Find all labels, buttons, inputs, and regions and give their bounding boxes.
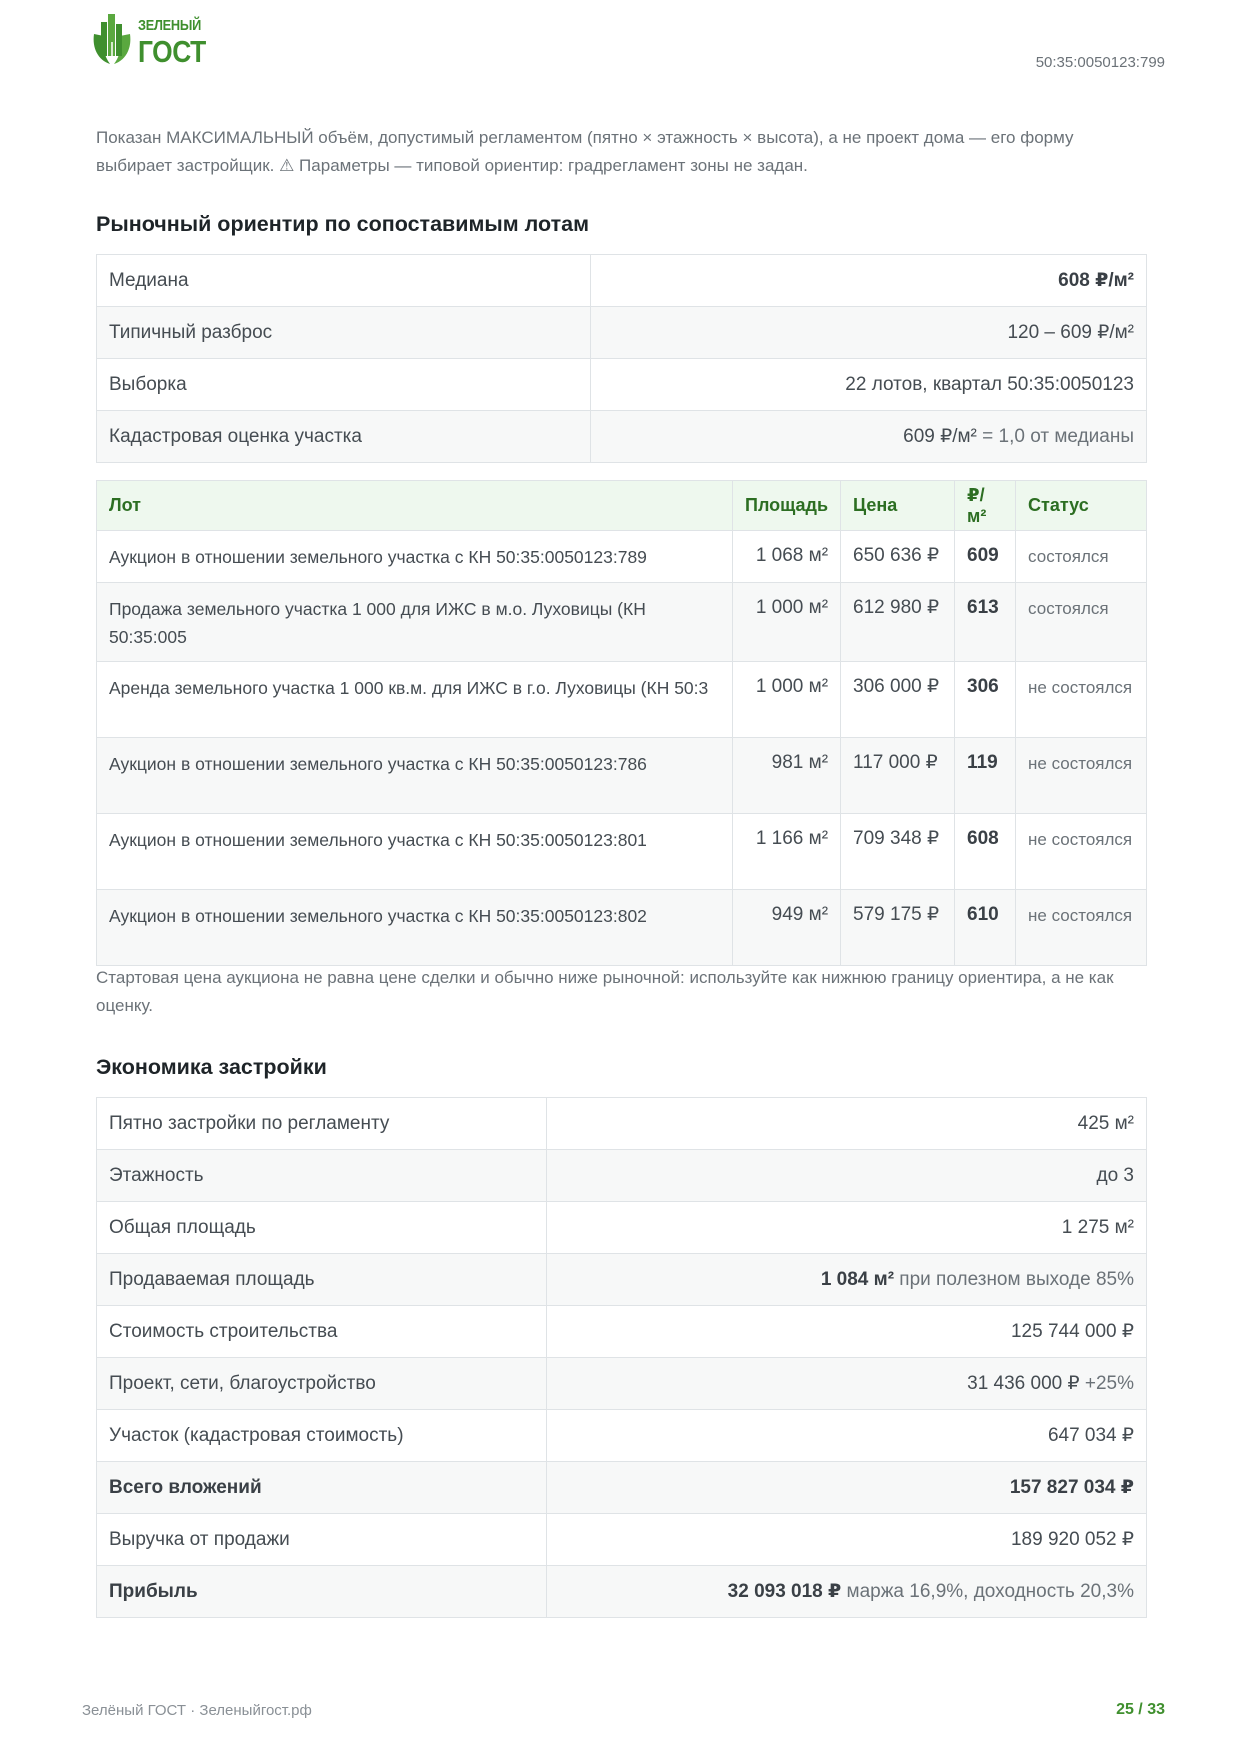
lot-area: 1 000 м² [733, 662, 841, 738]
row-label: Продаваемая площадь [97, 1254, 547, 1306]
row-value: 647 034 ₽ [547, 1410, 1147, 1462]
row-label: Пятно застройки по регламенту [97, 1098, 547, 1150]
row-value: 608 ₽/м² [591, 255, 1147, 307]
column-header-status: Статус [1016, 481, 1147, 531]
economics-section-title: Экономика застройки [96, 1055, 327, 1079]
row-label: Стоимость строительства [97, 1306, 547, 1358]
row-value: 189 920 052 ₽ [547, 1514, 1147, 1566]
table-row [97, 1254, 1147, 1306]
table-row [97, 1098, 1147, 1150]
lot-price-per-m2: 608 [955, 814, 1016, 890]
table-row [97, 1410, 1147, 1462]
intro-note: Показан МАКСИМАЛЬНЫЙ объём, допустимый регламентом (пятно × этажность × высота), а не проект дома — его форму выбирает застройщик. ⚠ Параметры — типовой ориентир: градрегламент зоны не задан. [96, 128, 1074, 175]
row-value: до 3 [547, 1150, 1147, 1202]
column-header-price: Цена [841, 481, 955, 531]
table-header-row [97, 481, 1147, 531]
page-number: 25 / 33 [1116, 1701, 1165, 1718]
lot-area: 981 м² [733, 738, 841, 814]
lot-price-per-m2: 306 [955, 662, 1016, 738]
lot-price: 650 636 ₽ [841, 531, 955, 583]
column-header-area: Площадь [733, 481, 841, 531]
row-label: Выручка от продажи [97, 1514, 547, 1566]
row-value: 425 м² [547, 1098, 1147, 1150]
lots-table [96, 480, 1147, 966]
logo-wordmark: ЗЕЛЕНЫЙ ГОСТ [138, 17, 206, 69]
brand-logo [90, 12, 205, 68]
economics-table [96, 1097, 1147, 1618]
auction-note: Стартовая цена аукциона не равна цене сделки и обычно ниже рыночной: используйте как нижнюю границу ориентира, а не как оценку. [96, 968, 1114, 1015]
lot-area: 1 166 м² [733, 814, 841, 890]
market-table [96, 254, 1147, 463]
lot-area: 1 000 м² [733, 583, 841, 662]
cadastral-number: 50:35:0050123:799 [1035, 54, 1165, 71]
table-row [97, 255, 1147, 307]
row-label: Прибыль [97, 1566, 547, 1618]
table-row [97, 738, 1147, 814]
lot-status: не состоялся [1016, 814, 1147, 890]
lot-price: 579 175 ₽ [841, 890, 955, 966]
row-label: Всего вложений [97, 1462, 547, 1514]
table-row [97, 359, 1147, 411]
lot-price-per-m2: 609 [955, 531, 1016, 583]
table-row [97, 890, 1147, 966]
row-label: Этажность [97, 1150, 547, 1202]
row-value: 1 275 м² [547, 1202, 1147, 1254]
row-value: 1 084 м² при полезном выходе 85% [547, 1254, 1147, 1306]
row-label: Участок (кадастровая стоимость) [97, 1410, 547, 1462]
lot-price: 612 980 ₽ [841, 583, 955, 662]
table-row [97, 1566, 1147, 1618]
lot-status: не состоялся [1016, 890, 1147, 966]
lot-price: 306 000 ₽ [841, 662, 955, 738]
lot-name: Аукцион в отношении земельного участка с КН 50:35:0050123:801 [97, 814, 733, 890]
lot-status: состоялся [1016, 531, 1147, 583]
table-row [97, 662, 1147, 738]
row-value: 120 – 609 ₽/м² [591, 307, 1147, 359]
table-row [97, 411, 1147, 463]
footer-brand: Зелёный ГОСТ · Зеленыйгост.рф [82, 1702, 312, 1719]
market-section-title: Рыночный ориентир по сопоставимым лотам [96, 212, 589, 236]
table-row [97, 1202, 1147, 1254]
row-value: 125 744 000 ₽ [547, 1306, 1147, 1358]
row-label: Проект, сети, благоустройство [97, 1358, 547, 1410]
lot-area: 949 м² [733, 890, 841, 966]
lot-name: Аукцион в отношении земельного участка с КН 50:35:0050123:786 [97, 738, 733, 814]
table-row [97, 307, 1147, 359]
lot-name: Аренда земельного участка 1 000 кв.м. для ИЖС в г.о. Луховицы (КН 50:3 [97, 662, 733, 738]
lot-price-per-m2: 613 [955, 583, 1016, 662]
row-value: 22 лотов, квартал 50:35:0050123 [591, 359, 1147, 411]
lot-price: 709 348 ₽ [841, 814, 955, 890]
row-label: Общая площадь [97, 1202, 547, 1254]
building-leaf-icon [90, 12, 134, 68]
table-row [97, 1358, 1147, 1410]
lot-name: Продажа земельного участка 1 000 для ИЖС в м.о. Луховицы (КН 50:35:005 [97, 583, 733, 662]
lot-name: Аукцион в отношении земельного участка с КН 50:35:0050123:789 [97, 531, 733, 583]
table-row [97, 1150, 1147, 1202]
lot-area: 1 068 м² [733, 531, 841, 583]
row-value: 609 ₽/м² = 1,0 от медианы [591, 411, 1147, 463]
lot-price-per-m2: 119 [955, 738, 1016, 814]
table-row [97, 1514, 1147, 1566]
lot-price: 117 000 ₽ [841, 738, 955, 814]
row-value: 32 093 018 ₽ маржа 16,9%, доходность 20,3% [547, 1566, 1147, 1618]
row-value: 31 436 000 ₽ +25% [547, 1358, 1147, 1410]
lot-price-per-m2: 610 [955, 890, 1016, 966]
lot-status: не состоялся [1016, 738, 1147, 814]
table-row [97, 1306, 1147, 1358]
lot-status: состоялся [1016, 583, 1147, 662]
table-row [97, 583, 1147, 662]
table-row [97, 531, 1147, 583]
table-row [97, 814, 1147, 890]
column-header-lot: Лот [97, 481, 733, 531]
row-label: Медиана [97, 255, 591, 307]
row-value: 157 827 034 ₽ [547, 1462, 1147, 1514]
table-row [97, 1462, 1147, 1514]
column-header-price-per-m2: ₽/м² [955, 481, 1016, 531]
row-label: Кадастровая оценка участка [97, 411, 591, 463]
lot-name: Аукцион в отношении земельного участка с КН 50:35:0050123:802 [97, 890, 733, 966]
lot-status: не состоялся [1016, 662, 1147, 738]
row-label: Типичный разброс [97, 307, 591, 359]
row-label: Выборка [97, 359, 591, 411]
